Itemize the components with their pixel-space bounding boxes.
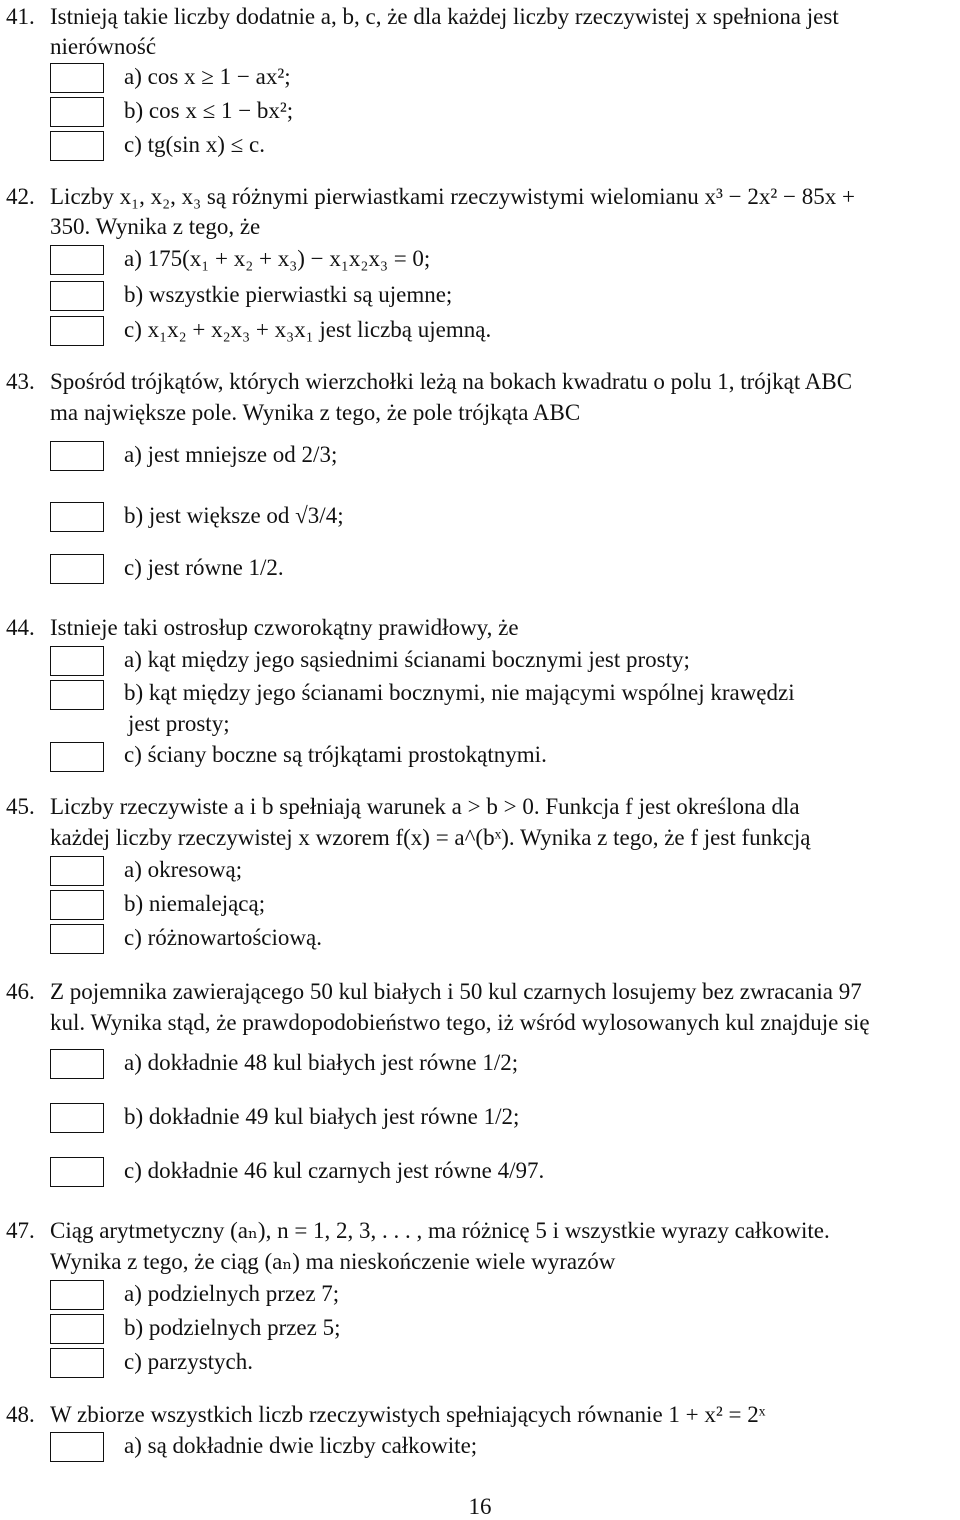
option-43c: c) jest równe 1/2. <box>124 555 284 580</box>
problem-41-number: 41. <box>6 4 35 29</box>
problem-45-number: 45. <box>6 794 35 819</box>
answer-box-46a[interactable] <box>50 1049 104 1079</box>
option-44a: a) kąt między jego sąsiednimi ścianami bocznymi jest prosty; <box>124 647 690 672</box>
option-42c: c) x₁x₂ + x₂x₃ + x₃x₁ jest liczbą ujemną. <box>124 317 492 342</box>
problem-42-stem-line-2: 350. Wynika z tego, że <box>50 214 261 239</box>
option-42a: a) 175(x₁ + x₂ + x₃) − x₁x₂x₃ = 0; <box>124 246 431 271</box>
option-41b: b) cos x ≤ 1 − bx²; <box>124 98 294 123</box>
page-number: 16 <box>468 1494 492 1519</box>
answer-box-42c[interactable] <box>50 316 104 346</box>
problem-43-stem-line-1: Spośród trójkątów, których wierzchołki leżą na bokach kwadratu o polu 1, trójkąt ABC <box>50 369 853 394</box>
problem-42-number: 42. <box>6 184 35 209</box>
answer-box-47c[interactable] <box>50 1348 104 1378</box>
answer-box-43c[interactable] <box>50 554 104 584</box>
problem-47-stem-line-1: Ciąg arytmetyczny (aₙ), n = 1, 2, 3, . . . , ma różnicę 5 i wszystkie wyrazy całkowite. <box>50 1218 830 1243</box>
answer-box-45c[interactable] <box>50 924 104 954</box>
option-46b: b) dokładnie 49 kul białych jest równe 1/2; <box>124 1104 520 1129</box>
answer-box-41c[interactable] <box>50 131 104 161</box>
option-47a: a) podzielnych przez 7; <box>124 1281 340 1306</box>
problem-44-number: 44. <box>6 615 35 640</box>
answer-box-47b[interactable] <box>50 1314 104 1344</box>
option-43a: a) jest mniejsze od 2/3; <box>124 442 338 467</box>
option-41c: c) tg(sin x) ≤ c. <box>124 132 265 157</box>
answer-box-44b[interactable] <box>50 680 104 710</box>
option-48a: a) są dokładnie dwie liczby całkowite; <box>124 1433 478 1458</box>
option-44b: b) kąt między jego ścianami bocznymi, nie mającymi wspólnej krawędzi <box>124 680 795 705</box>
option-44c: c) ściany boczne są trójkątami prostokątnymi. <box>124 742 547 767</box>
answer-box-48a[interactable] <box>50 1432 104 1462</box>
option-44b-continuation: jest prosty; <box>128 711 230 736</box>
option-45c: c) różnowartościową. <box>124 925 322 950</box>
problem-44-stem-line-1: Istnieje taki ostrosłup czworokątny prawidłowy, że <box>50 615 519 640</box>
problem-46-number: 46. <box>6 979 35 1004</box>
answer-box-44c[interactable] <box>50 742 104 772</box>
problem-45-stem-line-2: każdej liczby rzeczywistej x wzorem f(x) = a^(bˣ). Wynika z tego, że f jest funkcją <box>50 825 811 850</box>
answer-box-44a[interactable] <box>50 646 104 676</box>
answer-box-43b[interactable] <box>50 502 104 532</box>
option-41a: a) cos x ≥ 1 − ax²; <box>124 64 291 89</box>
problem-45-stem-line-1: Liczby rzeczywiste a i b spełniają warunek a > b > 0. Funkcja f jest określona dla <box>50 794 800 819</box>
problem-46-stem-line-2: kul. Wynika stąd, że prawdopodobieństwo tego, iż wśród wylosowanych kul znajduje się <box>50 1010 870 1035</box>
answer-box-46c[interactable] <box>50 1157 104 1187</box>
option-46c: c) dokładnie 46 kul czarnych jest równe 4/97. <box>124 1158 545 1183</box>
answer-box-46b[interactable] <box>50 1103 104 1133</box>
answer-box-45a[interactable] <box>50 856 104 886</box>
option-43b: b) jest większe od √3/4; <box>124 503 344 528</box>
answer-box-41b[interactable] <box>50 97 104 127</box>
problem-41-stem-line-1: Istnieją takie liczby dodatnie a, b, c, że dla każdej liczby rzeczywistej x spełniona jest <box>50 4 839 29</box>
option-45b: b) niemalejącą; <box>124 891 266 916</box>
problem-43-number: 43. <box>6 369 35 394</box>
answer-box-41a[interactable] <box>50 63 104 93</box>
problem-42-stem-line-1: Liczby x₁, x₂, x₃ są różnymi pierwiastkami rzeczywistymi wielomianu x³ − 2x² − 85x + <box>50 184 855 209</box>
problem-43-stem-line-2: ma największe pole. Wynika z tego, że pole trójkąta ABC <box>50 400 581 425</box>
answer-box-47a[interactable] <box>50 1280 104 1310</box>
answer-box-43a[interactable] <box>50 441 104 471</box>
option-46a: a) dokładnie 48 kul białych jest równe 1/2; <box>124 1050 519 1075</box>
problem-46-stem-line-1: Z pojemnika zawierającego 50 kul białych i 50 kul czarnych losujemy bez zwracania 97 <box>50 979 862 1004</box>
problem-47-number: 47. <box>6 1218 35 1243</box>
problem-41-stem-line-2: nierówność <box>50 34 157 59</box>
option-47c: c) parzystych. <box>124 1349 253 1374</box>
option-42b: b) wszystkie pierwiastki są ujemne; <box>124 282 453 307</box>
option-47b: b) podzielnych przez 5; <box>124 1315 341 1340</box>
answer-box-42b[interactable] <box>50 281 104 311</box>
answer-box-45b[interactable] <box>50 890 104 920</box>
answer-box-42a[interactable] <box>50 245 104 275</box>
option-45a: a) okresową; <box>124 857 243 882</box>
problem-48-stem-line-1: W zbiorze wszystkich liczb rzeczywistych spełniających równanie 1 + x² = 2ˣ <box>50 1402 766 1427</box>
problem-48-number: 48. <box>6 1402 35 1427</box>
problem-47-stem-line-2: Wynika z tego, że ciąg (aₙ) ma nieskończenie wiele wyrazów <box>50 1249 616 1274</box>
